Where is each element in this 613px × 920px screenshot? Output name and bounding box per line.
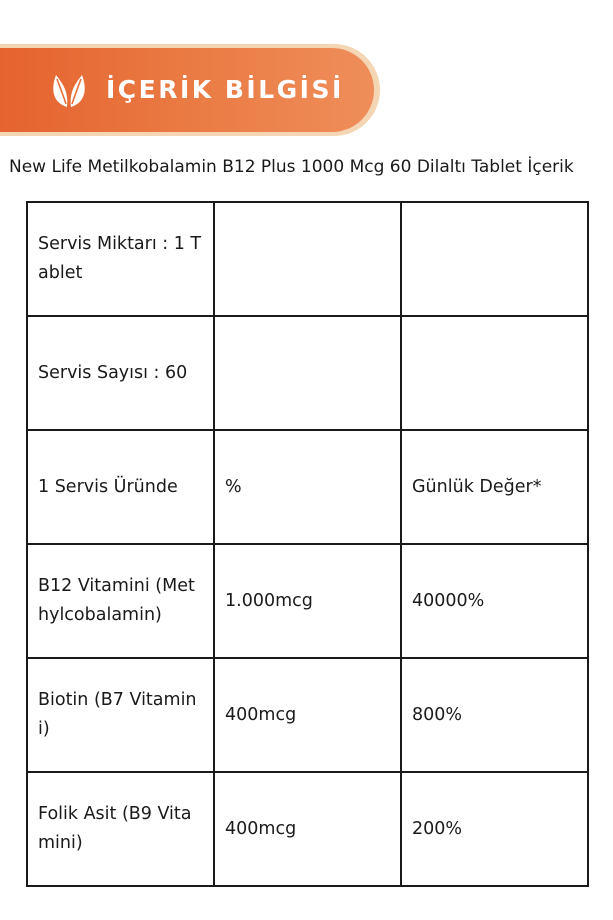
table-cell-amount: 400mcg [214,658,401,772]
table-cell-label: Servis Sayısı : 60 [27,316,214,430]
table-cell-amount: 1.000mcg [214,544,401,658]
table-cell-label: B12 Vitamini (Methylcobalamin) [27,544,214,658]
table-cell-label: 1 Servis Üründe [27,430,214,544]
table-cell-amount: % [214,430,401,544]
table-cell-daily-value [401,202,588,316]
table-cell-label: Biotin (B7 Vitamini) [27,658,214,772]
table-cell-daily-value: 40000% [401,544,588,658]
table-cell-daily-value: 800% [401,658,588,772]
header-banner [0,44,380,136]
table-row [27,658,588,772]
table-cell-amount [214,202,401,316]
table-cell-daily-value [401,316,588,430]
table-row [27,202,588,316]
section-title: İÇERİK BİLGİSİ [106,75,344,104]
table-row [27,772,588,886]
ingredient-table [26,201,589,887]
leaf-icon [48,69,90,111]
table-cell-label: Servis Miktarı : 1 Tablet [27,202,214,316]
product-title: New Life Metilkobalamin B12 Plus 1000 Mcg 60 Dilaltı Tablet İçerik [9,157,574,177]
table-row [27,544,588,658]
table-cell-amount [214,316,401,430]
header-banner-fill [0,48,374,132]
table-cell-amount: 400mcg [214,772,401,886]
table-row [27,316,588,430]
table-cell-label: Folik Asit (B9 Vitamini) [27,772,214,886]
table-cell-daily-value: Günlük Değer* [401,430,588,544]
table-cell-daily-value: 200% [401,772,588,886]
table-row [27,430,588,544]
